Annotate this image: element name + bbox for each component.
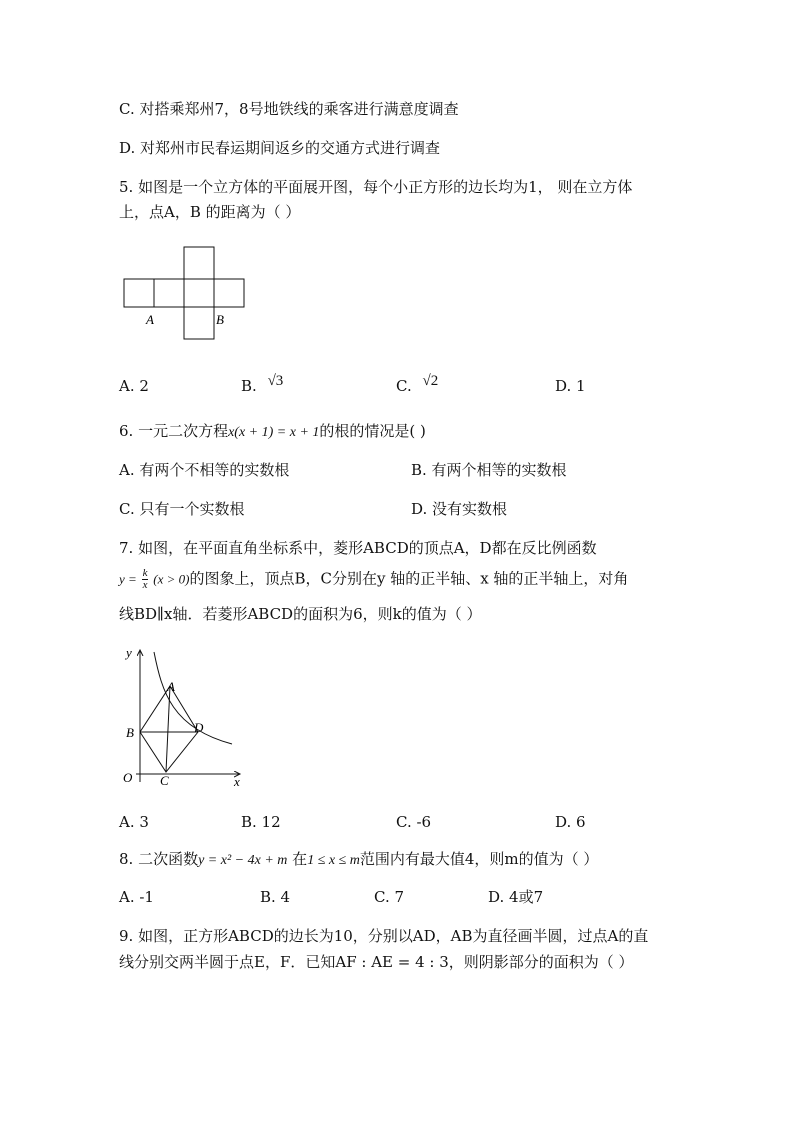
q6-option-b: B. 有两个相等的实数根: [411, 461, 567, 479]
net-square-row-3: [184, 279, 214, 307]
q8-prefix: 8. 二次函数: [119, 850, 199, 868]
q5-option-d: D. 1: [555, 377, 586, 395]
q5-stem-line1: 5. 如图是一个立方体的平面展开图，每个小正方形的边长均为1， 则在立方体: [119, 178, 633, 196]
q7-func-cond: (x > 0): [153, 571, 190, 587]
q7-func-y: y =: [119, 571, 137, 587]
q6-stem: [119, 421, 426, 443]
q8-option-c: C. 7: [374, 888, 405, 906]
q7-label-o: O: [123, 770, 133, 785]
q5-option-c-value: √2: [422, 373, 439, 389]
q7-stem-line3: 线BD∥x轴．若菱形ABCD的面积为6，则k的值为（ ）: [119, 605, 482, 623]
q6-option-a: A. 有两个不相等的实数根: [119, 461, 290, 479]
q7-option-a: A. 3: [119, 813, 149, 831]
q6-option-d: D. 没有实数根: [411, 500, 508, 518]
q7-rhombus-figure: [114, 642, 254, 792]
q7-func-fraction: [142, 568, 149, 591]
net-square-bottom: [184, 307, 214, 339]
q8-option-a: A. -1: [119, 888, 154, 906]
q7-label-x: x: [234, 774, 240, 789]
q5-stem-line2: 上，点A，B 的距离为（ ）: [119, 203, 301, 221]
q7-stem-line1: 7. 如图，在平面直角坐标系中，菱形ABCD的顶点A，D都在反比例函数: [119, 539, 597, 557]
q9-stem-line2: 线分别交两半圆于点E，F．已知AF : AE = 4 : 3，则阴影部分的面积为（ ）: [119, 953, 634, 971]
q8-option-d: D. 4或7: [488, 888, 544, 906]
net-square-row-2: [154, 279, 184, 307]
q8-func: y = x² − 4x + m: [198, 853, 288, 868]
q7-label-a: A: [167, 679, 175, 694]
q8-option-b: B. 4: [260, 888, 291, 906]
q6-equation: x(x + 1) = x + 1: [228, 425, 320, 440]
q7-option-c: C. -6: [396, 813, 432, 831]
q7-option-b: B. 12: [241, 813, 281, 831]
q4-option-d: D. 对郑州市民春运期间返乡的交通方式进行调查: [119, 139, 441, 157]
q7-func-num: k: [142, 567, 148, 579]
q7-diagonal-ac: [166, 686, 170, 772]
q6-suffix: 的根的情况是( ): [319, 422, 426, 440]
q5-option-a: A. 2: [119, 377, 149, 395]
q7-label-b: B: [126, 725, 134, 740]
q5-option-c-prefix: C.: [396, 377, 412, 395]
q5-option-b-value: √3: [267, 373, 284, 389]
net-square-row-1: [124, 279, 154, 307]
q6-option-c: C. 只有一个实数根: [119, 500, 245, 518]
net-square-row-4: [214, 279, 244, 307]
q5-cube-net-figure: [118, 242, 253, 342]
q7-label-y: y: [126, 645, 132, 660]
q7-stem-line2: [119, 568, 628, 591]
q8-range: 1 ≤ x ≤ m: [307, 853, 360, 868]
fig-label-b: B: [216, 312, 224, 327]
net-square-top: [184, 247, 214, 279]
q7-label-d: D: [194, 720, 204, 735]
q5-option-b-prefix: B.: [241, 377, 257, 395]
q7-label-c: C: [160, 773, 169, 788]
q7-hyperbola: [154, 652, 232, 744]
q8-stem: [119, 849, 598, 871]
fig-label-a: A: [146, 312, 154, 327]
q8-mid: 在: [292, 850, 308, 868]
q4-option-c: C. 对搭乘郑州7，8号地铁线的乘客进行满意度调查: [119, 100, 459, 118]
q7-func-den: x: [142, 579, 148, 591]
q5-option-b: [241, 373, 284, 397]
q9-stem-line1: 9. 如图，正方形ABCD的边长为10，分别以AD，AB为直径画半圆，过点A的直: [119, 927, 649, 945]
q8-suffix: 范围内有最大值4，则m的值为（ ）: [359, 850, 599, 868]
q7-option-d: D. 6: [555, 813, 586, 831]
q5-option-c: [396, 373, 439, 397]
q7-stem-line2-rest: 的图象上，顶点B，C分别在y 轴的正半轴、x 轴的正半轴上，对角: [189, 569, 629, 588]
q6-prefix: 6. 一元二次方程: [119, 422, 229, 440]
